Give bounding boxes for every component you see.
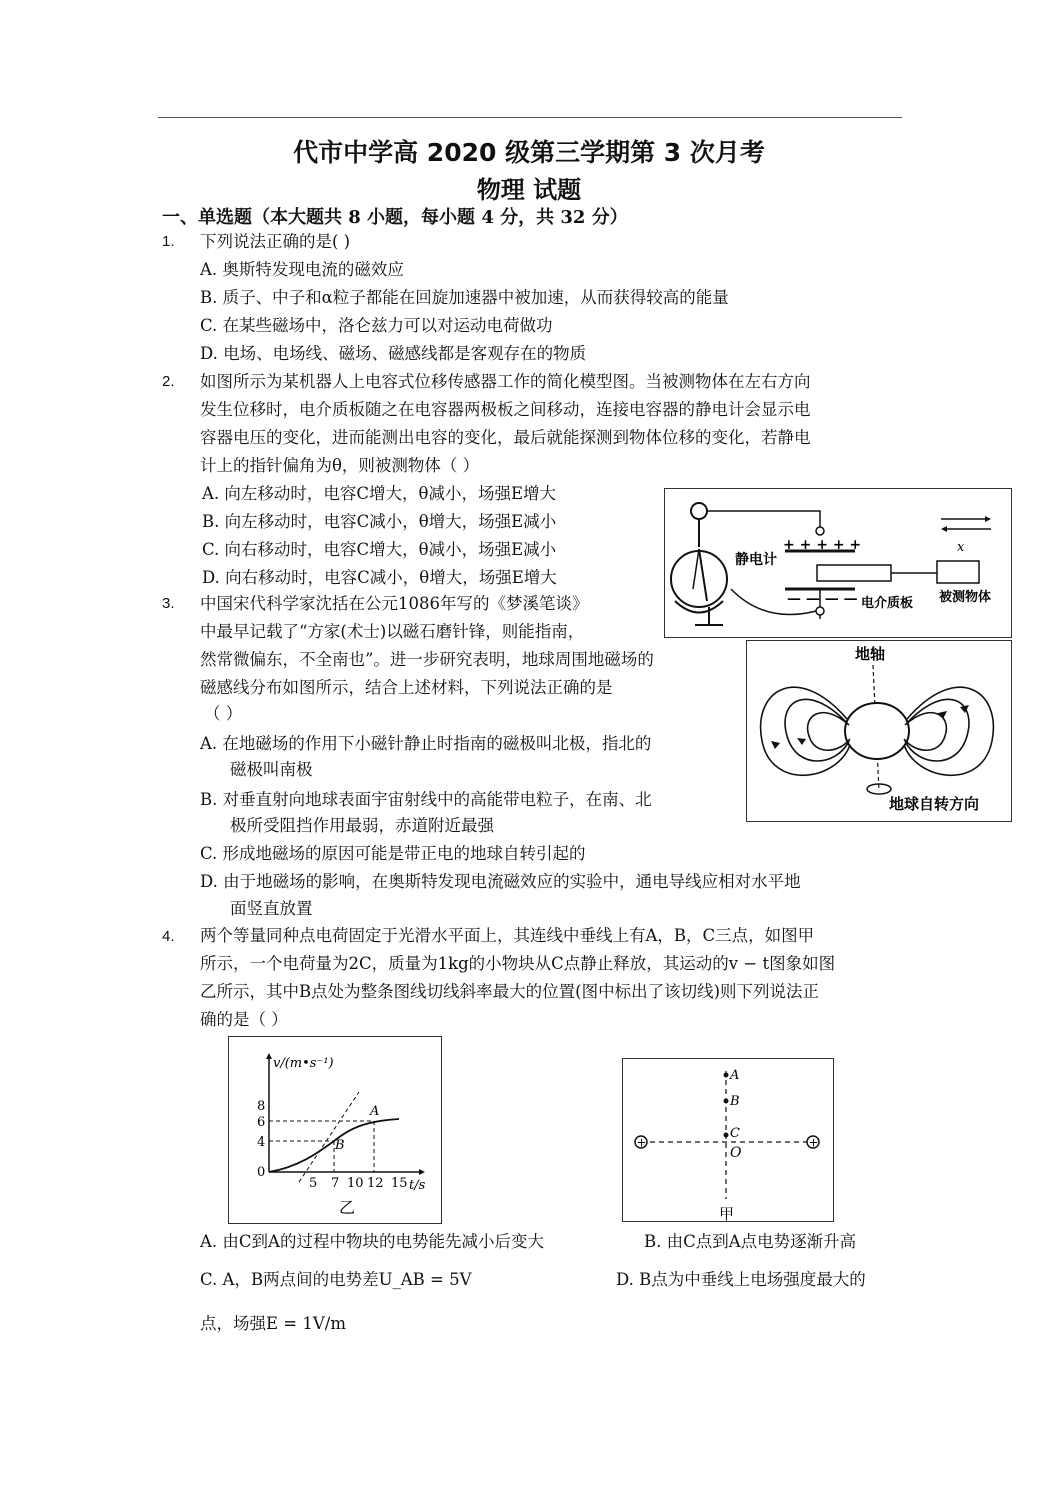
- geomagnetic-field-diagram: [747, 641, 1011, 821]
- point-a: A: [730, 1068, 740, 1083]
- q1-option-b: B. 质子、中子和α粒子都能在回旋加速器中被加速，从而获得较高的能量: [200, 288, 729, 307]
- q3-stem-line: 中国宋代科学家沈括在公元1086年写的《梦溪笔谈》: [200, 594, 589, 613]
- svg-text:+ + + + +: + + + + +: [783, 537, 862, 553]
- charges-diagram: [623, 1059, 833, 1221]
- q2-option-c: C. 向右移动时，电容C增大，θ减小，场强E减小: [202, 540, 557, 559]
- q3-option-b-cont: 极所受阻挡作用最弱，赤道附近最强: [230, 816, 494, 835]
- q4-stem-line: 乙所示，其中B点处为整条图线切线斜率最大的位置(图中标出了该切线)则下列说法正: [200, 982, 819, 1001]
- q3-option-a: A. 在地磁场的作用下小磁针静止时指南的磁极叫北极，指北的: [200, 734, 652, 753]
- section-heading: 一、单选题（本大题共 8 小题，每小题 4 分，共 32 分）: [162, 207, 628, 228]
- exam-title: 代市中学高 2020 级第三学期第 3 次月考: [293, 138, 765, 167]
- q3-option-b: B. 对垂直射向地球表面宇宙射线中的高能带电粒子，在南、北: [200, 790, 652, 809]
- vt-x-tick: 7: [331, 1176, 340, 1191]
- vt-y-tick: 4: [257, 1135, 266, 1150]
- exam-subtitle: 物理 试题: [476, 176, 582, 204]
- q3-stem-line: 中最早记载了“方家(术士)以磁石磨针锋，则能指南，: [200, 622, 585, 641]
- vt-x-tick: 12: [367, 1176, 384, 1191]
- q1-option-d: D. 电场、电场线、磁场、磁感线都是客观存在的物质: [200, 344, 587, 363]
- svg-text:+: +: [636, 1135, 647, 1150]
- q2-option-a: A. 向左移动时，电容C增大，θ减小，场强E增大: [202, 484, 557, 503]
- q2-option-b: B. 向左移动时，电容C减小，θ增大，场强E减小: [202, 512, 557, 531]
- charges-figure: [622, 1058, 834, 1222]
- q3-option-a-cont: 磁极叫南极: [230, 760, 313, 779]
- x-label: x: [957, 540, 965, 555]
- vt-x-label: t/s: [409, 1178, 426, 1193]
- vt-y-tick: 8: [257, 1099, 266, 1114]
- q4-option-d-cont: 点，场强E = 1V/m: [200, 1314, 346, 1333]
- q3-option-d-cont: 面竖直放置: [230, 899, 313, 918]
- q1-option-c: C. 在某些磁场中，洛仑兹力可以对运动电荷做功: [200, 316, 553, 335]
- q1-stem: 下列说法正确的是( ): [200, 232, 351, 251]
- q4-number: 4.: [162, 928, 175, 945]
- q2-stem-line: 发生位移时，电介质板随之在电容器两极板之间移动，连接电容器的静电计会显示电: [200, 400, 811, 419]
- q4-option-b: B. 由C点到A点电势逐渐升高: [644, 1232, 857, 1251]
- point-c: C: [730, 1126, 740, 1141]
- vt-point-b: B: [335, 1138, 345, 1153]
- q3-option-d: D. 由于地磁场的影响，在奥斯特发现电流磁效应的实验中，通电导线应相对水平地: [200, 872, 801, 891]
- earth-axis-label: 地轴: [855, 645, 886, 663]
- q3-stem-line: 磁感线分布如图所示，结合上述材料，下列说法正确的是: [200, 678, 613, 697]
- q4-stem-line: 所示，一个电荷量为2C，质量为1kg的小物块从C点静止释放，其运动的v − t图象如图: [200, 954, 836, 973]
- q4-stem-line: 确的是（ ）: [200, 1010, 288, 1029]
- point-b: B: [730, 1094, 740, 1109]
- rotation-label: 地球自转方向: [889, 795, 980, 813]
- q2-option-d: D. 向右移动时，电容C减小，θ增大，场强E增大: [202, 568, 557, 587]
- vt-graph: [229, 1037, 441, 1223]
- q3-option-c: C. 形成地磁场的原因可能是带正电的地球自转引起的: [200, 844, 586, 863]
- vt-caption: 乙: [339, 1198, 356, 1217]
- vt-x-tick: 15: [391, 1176, 408, 1191]
- q3-stem-line: 然常微偏东，不全南也”。进一步研究表明，地球周围地磁场的: [200, 650, 654, 669]
- q4-option-c: C. A，B两点间的电势差U_AB = 5V: [200, 1270, 472, 1289]
- capacitor-sensor-figure: [664, 488, 1012, 638]
- q3-stem-line: （ ）: [204, 704, 243, 723]
- charges-caption: 甲: [719, 1205, 735, 1221]
- q4-option-a: A. 由C到A的过程中物块的电势能先减小后变大: [200, 1232, 544, 1251]
- q1-number: 1.: [162, 233, 175, 250]
- q3-number: 3.: [162, 595, 175, 612]
- electrometer-label: 静电计: [735, 552, 777, 568]
- vt-x-tick: 5: [309, 1176, 318, 1191]
- vt-x-tick: 10: [347, 1176, 364, 1191]
- dielectric-label: 电介质板: [861, 596, 914, 611]
- svg-text:+: +: [808, 1135, 819, 1150]
- point-o: O: [730, 1145, 742, 1161]
- q2-stem-line: 如图所示为某机器人上电容式位移传感器工作的简化模型图。当被测物体在左右方向: [200, 372, 811, 391]
- top-rule: [158, 117, 902, 118]
- vt-point-a: A: [370, 1104, 380, 1119]
- svg-text:— — — —: — — — —: [787, 591, 858, 607]
- q2-stem-line: 计上的指针偏角为θ，则被测物体（ ）: [200, 456, 480, 475]
- vt-y-label: v/(m•s⁻¹): [273, 1056, 334, 1071]
- vt-y-tick: 0: [257, 1165, 266, 1180]
- object-label: 被测物体: [939, 590, 992, 605]
- geomagnetic-field-figure: [746, 640, 1012, 822]
- q4-option-d: D. B点为中垂线上电场强度最大的: [616, 1270, 866, 1289]
- q2-number: 2.: [162, 373, 175, 390]
- q4-stem-line: 两个等量同种点电荷固定于光滑水平面上，其连线中垂线上有A，B，C三点，如图甲: [200, 926, 815, 945]
- capacitor-sensor-diagram: [665, 489, 1011, 637]
- vt-y-tick: 6: [257, 1115, 266, 1130]
- q1-option-a: A. 奥斯特发现电流的磁效应: [200, 260, 404, 279]
- vt-graph-figure: [228, 1036, 442, 1224]
- q2-stem-line: 容器电压的变化，进而能测出电容的变化，最后就能探测到物体位移的变化，若静电: [200, 428, 811, 447]
